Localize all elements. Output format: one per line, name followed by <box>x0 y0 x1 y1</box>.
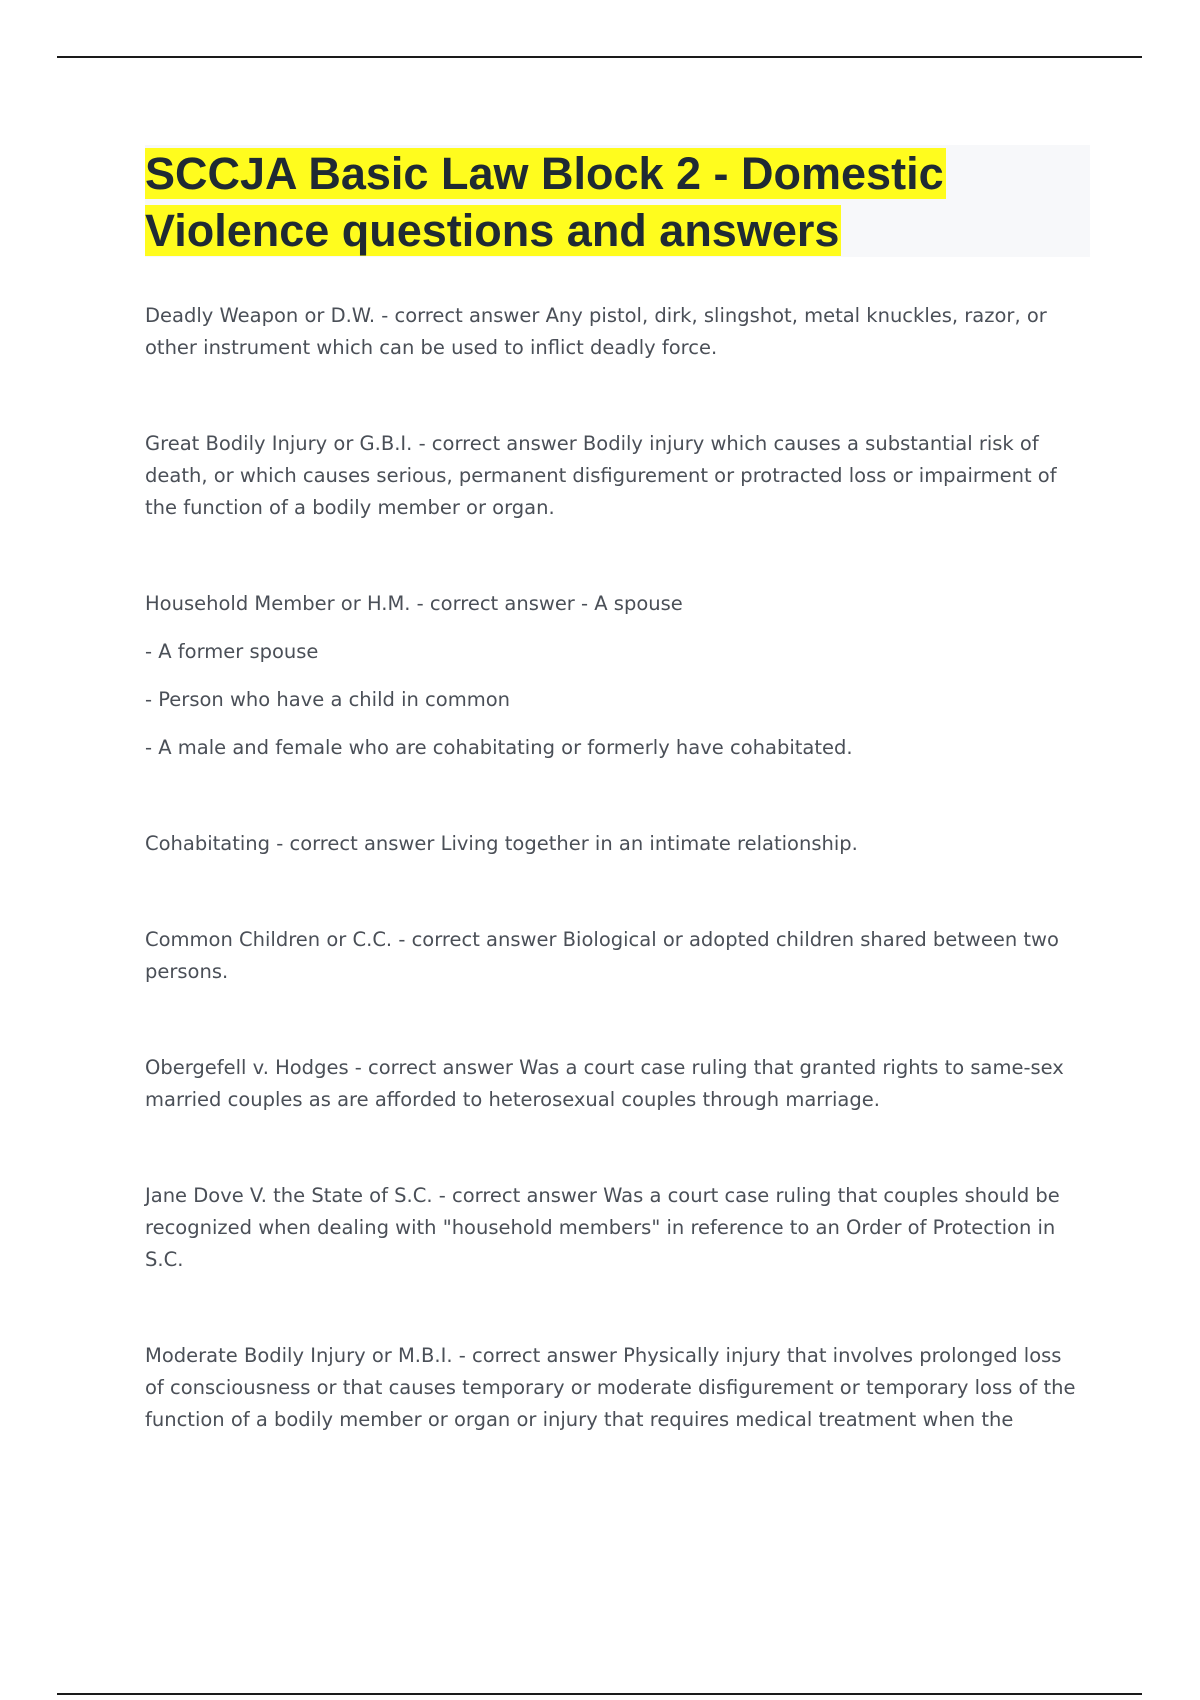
qa-entry-text: Deadly Weapon or D.W. - correct answer Any pistol, dirk, slingshot, metal knuckles, razor, or other instrument which can be used to inflict deadly force. <box>145 304 1047 359</box>
qa-entry-deadly-weapon <box>145 300 1085 364</box>
qa-entry-text: Jane Dove V. the State of S.C. - correct answer Was a court case ruling that couples should be recognized when dealing with "household members" in reference to an Order of Protection in S.C. <box>145 1184 1060 1271</box>
qa-entry-list-line: - Person who have a child in common <box>145 688 510 711</box>
qa-entry-jane-dove <box>145 1180 1085 1276</box>
qa-entry-text: Obergefell v. Hodges - correct answer Was a court case ruling that granted rights to same-sex married couples as are afforded to heterosexual couples through marriage. <box>145 1056 1064 1111</box>
qa-entry-household-member <box>145 588 1085 764</box>
qa-entry-moderate-bodily-injury <box>145 1340 1085 1436</box>
qa-entry-text: Cohabitating - correct answer Living together in an intimate relationship. <box>145 832 858 855</box>
bottom-rule <box>57 1693 1142 1695</box>
document-title-text: SCCJA Basic Law Block 2 - Domestic Violence questions and answers <box>145 148 944 256</box>
qa-entry-obergefell <box>145 1052 1085 1116</box>
qa-entry-text: Household Member or H.M. - correct answer - A spouse <box>145 592 683 615</box>
qa-entry-great-bodily-injury <box>145 428 1085 524</box>
title-block <box>145 145 1090 257</box>
qa-entry-cohabitating <box>145 828 1085 860</box>
qa-entry-list-line: - A male and female who are cohabitating or formerly have cohabitated. <box>145 736 853 759</box>
qa-content <box>145 300 1085 1500</box>
qa-entry-list-line: - A former spouse <box>145 640 319 663</box>
qa-entry-common-children <box>145 924 1085 988</box>
qa-entry-text: Great Bodily Injury or G.B.I. - correct answer Bodily injury which causes a substantial risk of death, or which causes serious, permanent disfigurement or protracted loss or impairment of the function of a bodily member or organ. <box>145 432 1057 519</box>
document-title <box>145 145 1090 259</box>
top-rule <box>57 56 1142 58</box>
qa-entry-text: Moderate Bodily Injury or M.B.I. - correct answer Physically injury that involves prolonged loss of consciousness or that causes temporary or moderate disfigurement or temporary loss of the function of a bodily member or organ or injury that requires medical treatment when the <box>145 1344 1076 1431</box>
qa-entry-text: Common Children or C.C. - correct answer Biological or adopted children shared between two persons. <box>145 928 1059 983</box>
